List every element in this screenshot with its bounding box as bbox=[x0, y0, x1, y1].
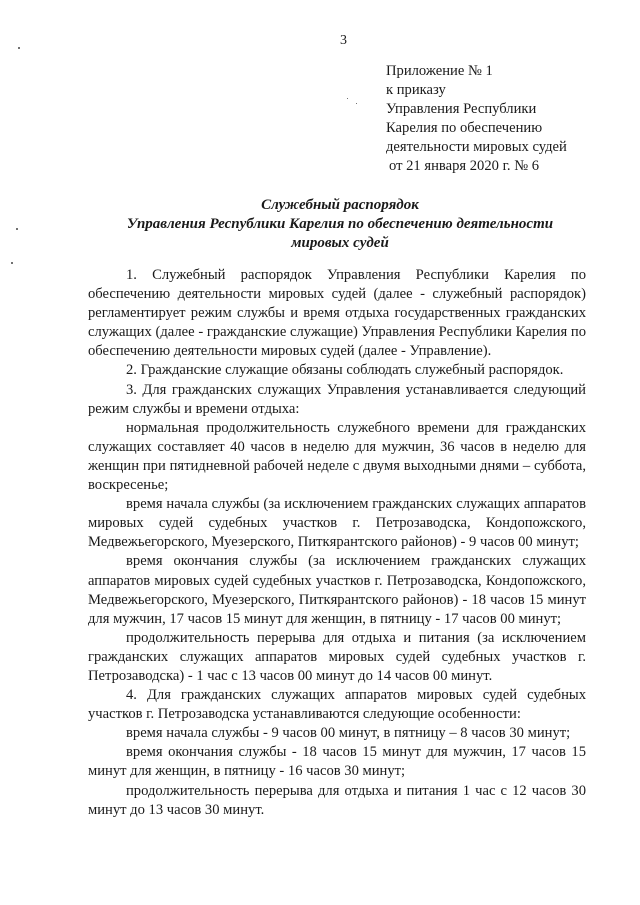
appendix-block bbox=[386, 62, 626, 176]
paragraph-ptz-start-time: время начала службы - 9 часов 00 минут, в пятницу – 8 часов 30 минут; bbox=[126, 725, 571, 742]
paragraph-1: 1. Служебный распорядок Управления Республики Карелия по обеспечению деятельности мировых судей (далее - служебный распорядок) регламентирует режим службы и время отдыха государственных гражданских служащих (далее - гражданские служащие) Управления Республики Карелия по обеспечению деятельности мировых судей (далее - Управление). bbox=[88, 267, 586, 360]
scan-speck bbox=[347, 98, 348, 99]
scan-speck bbox=[11, 262, 13, 264]
document-title bbox=[80, 196, 600, 253]
appendix-line: Управления Республики bbox=[386, 101, 537, 117]
appendix-line: деятельности мировых судей bbox=[386, 139, 567, 155]
paragraph-work-hours: нормальная продолжительность служебного времени для гражданских служащих составляет 40 часов в неделю для мужчин, 36 часов в неделю для женщин при пятидневной рабочей неделе с двумя выходными днями – суббота, воскресенье; bbox=[88, 419, 586, 494]
paragraph-2: 2. Гражданские служащие обязаны соблюдать служебный распорядок. bbox=[126, 362, 564, 379]
scan-speck bbox=[356, 103, 357, 104]
paragraph-break-time: продолжительность перерыва для отдыха и питания (за исключением гражданских служащих аппаратов мировых судей судебных участков г. Петрозаводска) - 1 час с 13 часов 00 минут до 14 часов 00 минут. bbox=[88, 629, 586, 684]
appendix-date-line: от 21 января 2020 г. № 6 bbox=[389, 158, 540, 174]
title-line: мировых судей bbox=[291, 235, 389, 251]
paragraph-ptz-break-time: продолжительность перерыва для отдыха и питания 1 час с 12 часов 30 минут до 13 часов 30 минут. bbox=[88, 782, 586, 818]
paragraph-3: 3. Для гражданских служащих Управления устанавливается следующий режим службы и времени отдыха: bbox=[88, 381, 586, 417]
appendix-line: Карелия по обеспечению bbox=[386, 120, 543, 136]
paragraph-ptz-end-time: время окончания службы - 18 часов 15 минут для мужчин, 17 часов 15 минут для женщин, в пятницу - 16 часов 30 минут; bbox=[88, 744, 586, 780]
paragraph-start-time: время начала службы (за исключением гражданских служащих аппаратов мировых судей судебных участков г. Петрозаводска, Кондопожского, Медвежьегорского, Муезерского, Питкярантского районов) - 9 часов 00 минут; bbox=[88, 496, 586, 551]
paragraph-4: 4. Для гражданских служащих аппаратов мировых судей судебных участков г. Петрозаводска устанавливаются следующие особенности: bbox=[88, 687, 586, 723]
page-number: 3 bbox=[340, 33, 347, 48]
scan-speck bbox=[16, 228, 18, 230]
appendix-line: Приложение № 1 bbox=[386, 63, 493, 79]
document-body bbox=[88, 266, 586, 820]
scan-speck bbox=[18, 47, 20, 49]
title-line: Управления Республики Карелия по обеспечению деятельности bbox=[126, 216, 554, 232]
title-line: Служебный распорядок bbox=[261, 197, 419, 213]
paragraph-end-time: время окончания службы (за исключением гражданских служащих аппаратов мировых судей судебных участков г. Петрозаводска, Кондопожского, Медвежьегорского, Муезерского, Питкярантского районов) - 18 часов 15 минут для мужчин, 17 часов 15 минут для женщин, в пятницу - 17 часов 00 минут; bbox=[88, 553, 586, 627]
appendix-line: к приказу bbox=[386, 82, 446, 98]
